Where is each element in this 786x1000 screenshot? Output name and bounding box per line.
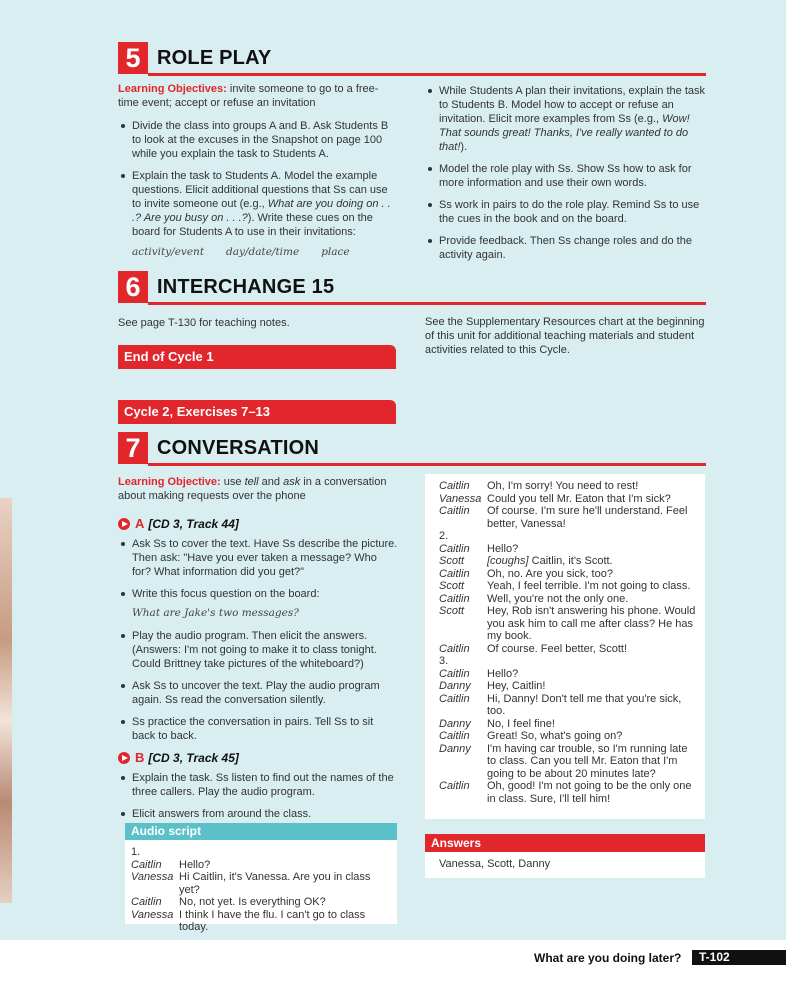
part-a [118, 517, 398, 531]
script-line [439, 655, 699, 668]
speaker-name: Caitlin [439, 692, 470, 705]
script-line [439, 568, 699, 581]
script-line [439, 493, 699, 506]
script-line [439, 743, 699, 781]
list-item: Ask Ss to cover the text. Have Ss describe the picture. Then ask: "Have you ever taken a message? Who for? What information did you get?" [118, 537, 398, 579]
track-label: [CD 3, Track 44] [148, 517, 239, 531]
role-play-steps-continued [425, 84, 707, 262]
list-item: Ask Ss to uncover the text. Play the audio program again. Ss read the conversation silently. [118, 679, 398, 707]
speaker-name: Caitlin [439, 642, 470, 655]
script-lines-part-1 [131, 846, 391, 934]
script-line [439, 643, 699, 656]
script-part-number: 1. [131, 846, 141, 858]
list-item: Divide the class into groups A and B. Ask Students B to look at the excuses in the Snapshot on page 100 while you explain the task to Students A. [118, 119, 398, 161]
part-b-steps [118, 771, 398, 821]
photo-edge [0, 498, 12, 903]
section-number: 7 [118, 432, 148, 464]
list-item: Explain the task to Students A. Model the example questions. Elicit additional questions that Ss can use to invite someone out (e.g., What are you doing on . . .? Are you busy on . . .?). Write these cues on the board for Students A to use in their invitations: [118, 169, 398, 239]
speaker-line: I think I have the flu. I can't go to class today. [179, 908, 366, 933]
conversation-left-column [118, 475, 398, 829]
board-cues [132, 245, 398, 259]
list-item: Explain the task. Ss listen to find out the names of the three callers. Play the audio program. [118, 771, 398, 799]
script-line [439, 718, 699, 731]
part-a-steps [118, 537, 398, 601]
speaker-line: I'm having car trouble, so I'm running late to class. Can you tell Mr. Eaton that I'm going to be about 20 minutes late? [487, 742, 688, 780]
track-a-heading [118, 517, 398, 531]
speaker-line: Of course. Feel better, Scott! [487, 642, 628, 655]
script-line [439, 693, 699, 718]
focus-question: What are Jake's two messages? [132, 607, 299, 619]
speaker-line: Hi, Danny! Don't tell me that you're sick, too. [487, 692, 682, 717]
speaker-line: Hello? [487, 667, 519, 680]
speaker-name: Caitlin [439, 592, 470, 605]
speaker-name: Vanessa [131, 908, 174, 921]
speaker-name: Caitlin [439, 480, 470, 492]
audio-script-title: Audio script [125, 823, 397, 840]
speaker-line: Oh, I'm sorry! You need to rest! [487, 480, 639, 492]
role-play-right-column [425, 84, 707, 270]
speaker-line: Hey, Rob isn't answering his phone. Would you ask him to call me after class? He has my book. [487, 605, 696, 642]
speaker-name: Caitlin [131, 896, 162, 908]
script-line [131, 909, 391, 934]
page-number: T-102 [699, 950, 730, 964]
part-a-steps-continued [118, 629, 398, 743]
objective-text: invite someone to go to a free-time event; accept or refuse an invitation [118, 83, 379, 109]
speaker-name: Vanessa [131, 871, 174, 883]
interchange-notes: See page T-130 for teaching notes. [118, 317, 290, 329]
part-letter: A [135, 516, 145, 531]
speaker-line: [coughs] Caitlin, it's Scott. [487, 555, 613, 567]
script-line [439, 543, 699, 556]
section-number: 6 [118, 271, 148, 303]
speaker-name: Danny [439, 717, 471, 730]
speaker-line: Hi Caitlin, it's Vanessa. Are you in class yet? [179, 871, 371, 896]
speaker-name: Caitlin [439, 667, 470, 680]
speaker-name: Caitlin [439, 542, 470, 555]
speaker-name: Caitlin [439, 780, 470, 792]
script-line [439, 593, 699, 606]
script-line [439, 505, 699, 530]
speaker-name: Caitlin [439, 730, 470, 742]
speaker-name: Danny [439, 742, 471, 755]
list-item: Model the role play with Ss. Show Ss how to ask for more information and use their own words. [425, 162, 707, 190]
role-play-steps [118, 119, 398, 239]
part-b [118, 751, 398, 765]
section-rule [148, 302, 706, 305]
list-item: While Students A plan their invitations, explain the task to Students B. Model how to accept or refuse an invitation. Elicit more examples from Ss (e.g., Wow! That sounds great! Thanks, I've really wanted to do that!). [425, 84, 707, 154]
section-rule [148, 463, 706, 466]
speaker-line: Could you tell Mr. Eaton that I'm sick? [487, 492, 671, 505]
speaker-line: Of course. I'm sure he'll understand. Feel better, Vanessa! [487, 505, 688, 530]
speaker-line: Oh, no. Are you sick, too? [487, 567, 613, 580]
answers-text: Vanessa, Scott, Danny [439, 858, 551, 870]
cue: activity/event [132, 246, 205, 258]
script-line [439, 530, 699, 543]
supplementary-note: See the Supplementary Resources chart at the beginning of this unit for additional teaching materials and student activities related to this Cycle. [425, 316, 705, 356]
learning-objective: Learning Objective: use tell and ask in a conversation about making requests over the phone [118, 476, 387, 502]
script-line [131, 859, 391, 872]
section-7-header [118, 432, 706, 466]
script-line [439, 555, 699, 568]
speaker-name: Vanessa [439, 492, 482, 505]
part-letter: B [135, 750, 145, 765]
section-6-header [118, 271, 706, 305]
list-item: Play the audio program. Then elicit the answers. (Answers: I'm not going to make it to class tonight. Could Brittney take pictures of the whiteboard?) [118, 629, 398, 671]
track-b-heading [118, 751, 398, 765]
speaker-line: Yeah, I feel terrible. I'm not going to class. [487, 580, 691, 592]
play-icon [118, 518, 130, 530]
section-5-header [118, 42, 706, 76]
cue: day/date/time [226, 246, 300, 258]
speaker-name: Scott [439, 580, 465, 592]
speaker-line: No, not yet. Is everything OK? [179, 896, 326, 908]
cue: place [321, 246, 350, 258]
script-line [439, 480, 699, 493]
list-item: Elicit answers from around the class. [118, 807, 398, 821]
speaker-name: Scott [439, 605, 465, 617]
role-play-left-column [118, 82, 398, 268]
section-rule [148, 73, 706, 76]
section-title: CONVERSATION [157, 437, 320, 459]
audio-script-box [125, 823, 397, 933]
learning-objectives [118, 82, 398, 110]
running-footer: What are you doing later? [534, 951, 682, 965]
speaker-line: No, I feel fine! [487, 717, 555, 730]
speaker-name: Caitlin [131, 858, 162, 871]
section-title: INTERCHANGE 15 [157, 276, 335, 298]
speaker-line: Oh, good! I'm not going to be the only one in class. Sure, I'll tell him! [487, 780, 692, 805]
end-of-cycle-banner: End of Cycle 1 [118, 345, 396, 369]
speaker-line: Hello? [487, 542, 519, 555]
section-title: ROLE PLAY [157, 47, 272, 69]
script-line [131, 871, 391, 896]
cycle-banner: Cycle 2, Exercises 7–13 [118, 400, 396, 424]
script-part-number: 2. [439, 530, 449, 542]
audio-script-body [125, 840, 397, 934]
script-lines-part-2 [439, 480, 699, 805]
play-icon [118, 752, 130, 764]
speaker-name: Caitlin [439, 505, 470, 517]
script-line [439, 605, 699, 643]
script-line [439, 668, 699, 681]
answers-title: Answers [425, 834, 705, 852]
speaker-name: Danny [439, 680, 471, 692]
speaker-line: Hello? [179, 858, 211, 871]
script-line [439, 780, 699, 805]
list-item: Provide feedback. Then Ss change roles and do the activity again. [425, 234, 707, 262]
list-item: Write this focus question on the board: [118, 587, 398, 601]
objective-label: Learning Objectives: [118, 83, 227, 95]
track-label: [CD 3, Track 45] [148, 751, 239, 765]
speaker-name: Scott [439, 555, 465, 567]
script-line [439, 580, 699, 593]
speaker-line: Hey, Caitlin! [487, 680, 546, 692]
script-line [439, 730, 699, 743]
speaker-name: Caitlin [439, 567, 470, 580]
list-item: Ss practice the conversation in pairs. Tell Ss to sit back to back. [118, 715, 398, 743]
audio-script-continued [425, 474, 705, 819]
answers-box [425, 834, 705, 878]
script-line [439, 680, 699, 693]
script-part-number: 3. [439, 655, 449, 667]
section-number: 5 [118, 42, 148, 74]
speaker-line: Well, you're not the only one. [487, 592, 629, 605]
speaker-line: Great! So, what's going on? [487, 730, 623, 742]
script-line [131, 846, 391, 859]
script-line [131, 896, 391, 909]
list-item: Ss work in pairs to do the role play. Remind Ss to use the cues in the book and on the board. [425, 198, 707, 226]
